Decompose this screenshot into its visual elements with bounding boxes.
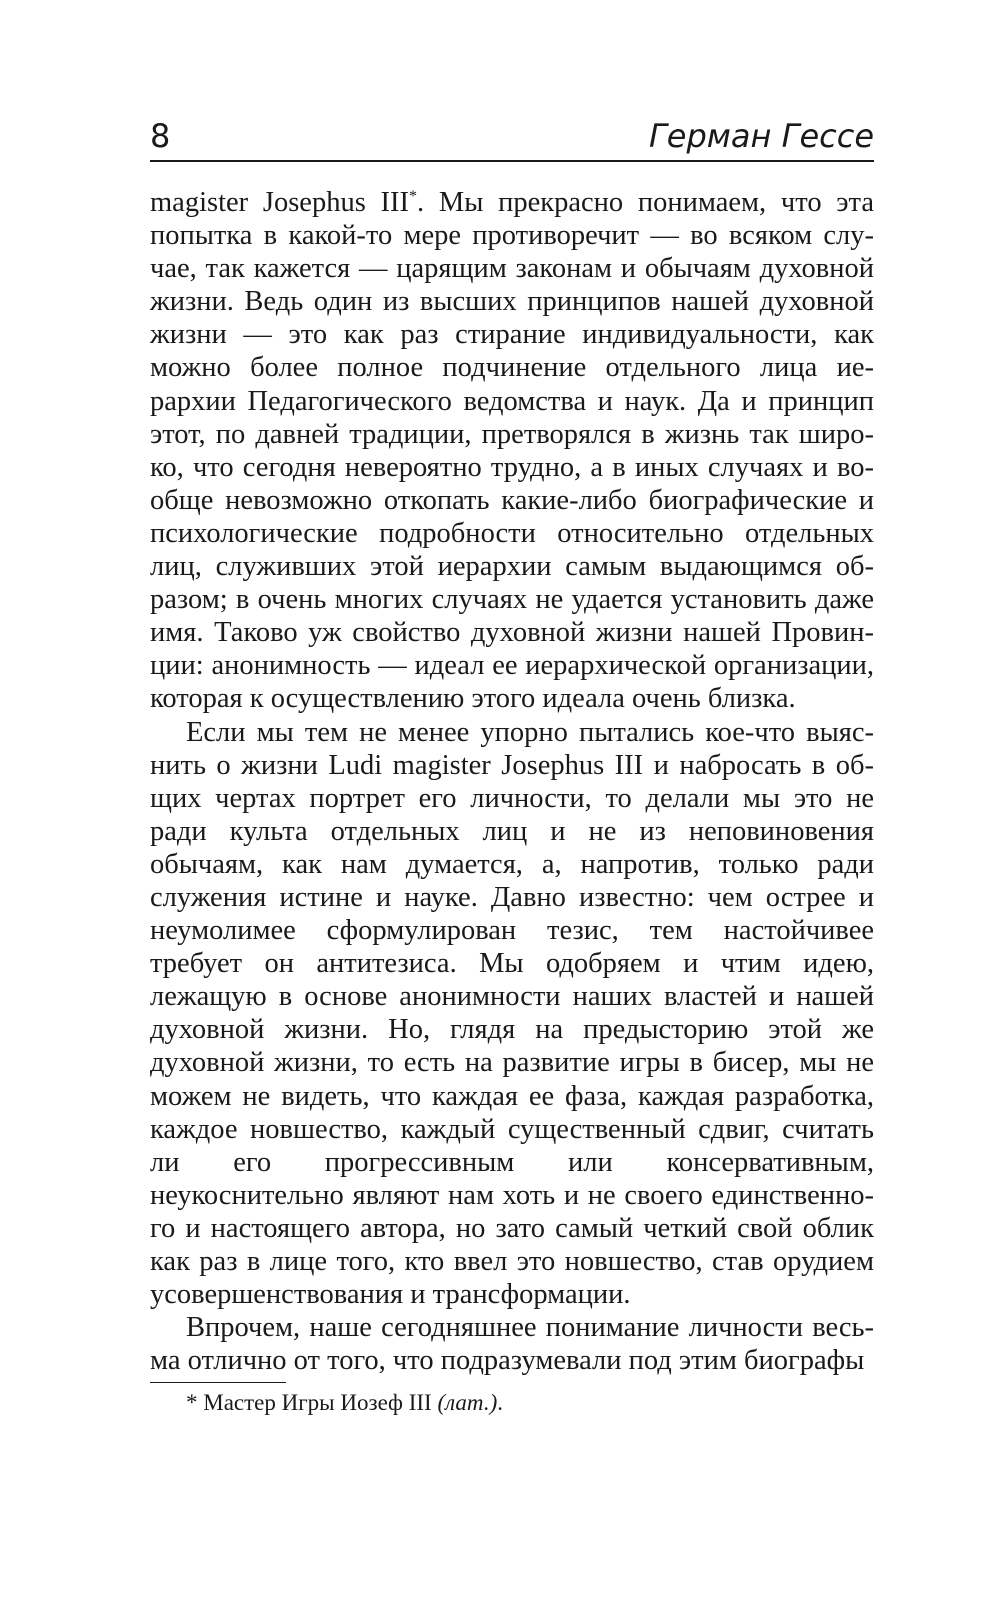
paragraph-1-rest: . Мы прекрасно понимаем, что эта попытка в какой-то мере противоречит — во всяком случае, так кажется — царящим законам и обычаям духовной жизни. Ведь один из высших принципов нашей духовной жизни — это как раз стирание индивидуальности, как можно более полное подчинение отдельного лица иерархии Педагогического ведомства и наук. Да и принцип этот, по давней традиции, претворялся в жизнь так широко, что сегодня невероятно трудно, а в иных случаях и вообще невозможно откопать какие-либо биографические и психологические подробности относительно отдельных лиц, служивших этой иерархии самым выдающимся образом; в очень многих случаях не удается установить даже имя. Таково уж свойство духовной жизни нашей Провинции: анонимность — идеал ее иерархической организации, которая к осуществлению этого идеала очень близка. [150,187,874,715]
paragraph-3: Впрочем, наше сегодняшнее понимание личности весьма отлично от того, что подразумевали под этим биографы [150,1312,874,1377]
main-text [150,186,874,1377]
paragraph-1 [150,186,874,716]
footnote-mark: * [409,188,417,205]
paragraph-1-start: magister Josephus III [150,187,409,218]
running-head-author: Герман Гессе [648,117,874,155]
footnote-text: * Мастер Игры Иозеф III [186,1390,438,1415]
footnote [186,1388,874,1418]
footnote-language-note: (лат.) [437,1390,498,1415]
header-rule [150,160,874,162]
footnote-rule [150,1382,286,1383]
footnote-end: . [497,1390,503,1415]
page-number: 8 [150,117,171,155]
paragraph-2: Если мы тем не менее упорно пытались кое-что выяснить о жизни Ludi magister Josephus III и набросать в общих чертах портрет его личности, то делали мы это не ради культа отдельных лиц и не из неповиновения обычаям, как нам думается, а, напротив, только ради служения истине и науке. Давно известно: чем острее и неумолимее сформулирован тезис, тем настойчивее требует он антитезиса. Мы одобряем и чтим идею, лежащую в основе анонимности наших властей и нашей духовной жизни. Но, глядя на предысторию этой же духовной жизни, то есть на развитие игры в бисер, мы не можем не видеть, что каждая ее фаза, каждая разработка, каждое новшество, каждый существенный сдвиг, считать ли его прогрессивным или консервативным, неукоснительно являют нам хоть и не своего единственного и настоящего автора, но зато самый четкий свой облик как раз в лице того, кто ввел это новшество, став орудием усовершенствования и трансформации. [150,716,874,1311]
